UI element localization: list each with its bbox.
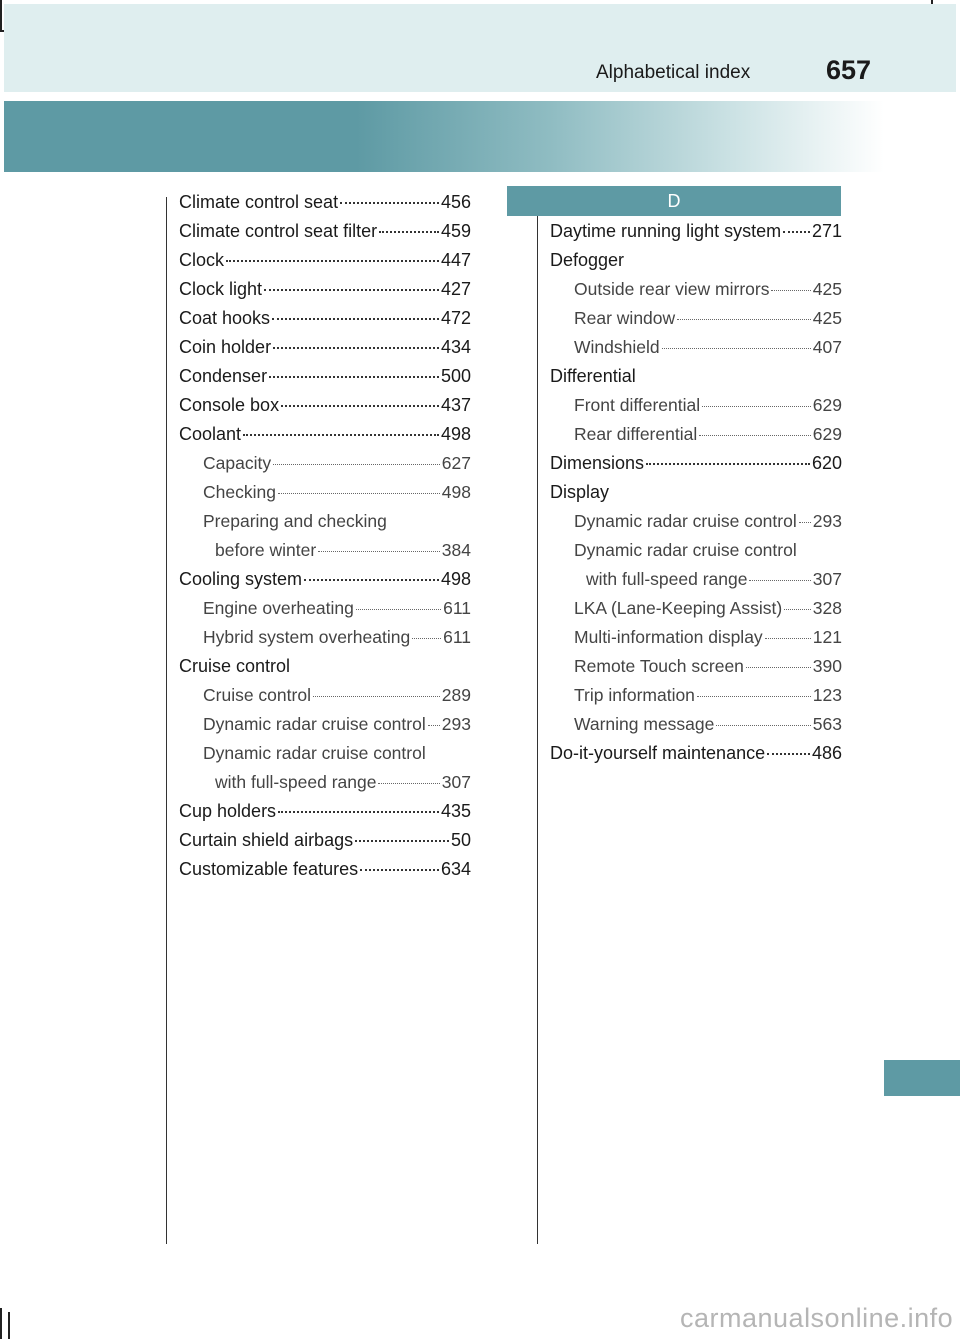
index-entry-page: 121: [812, 627, 842, 647]
index-entry[interactable]: [550, 536, 842, 565]
index-entry-label: Clock light: [179, 279, 263, 299]
dot-leader: [272, 318, 439, 320]
index-entry-label: Trip information: [574, 685, 695, 705]
index-entry-label: Multi-information display: [574, 627, 763, 647]
index-entry-page: 390: [812, 656, 842, 676]
index-entry-page: 620: [811, 453, 842, 473]
index-entry[interactable]: [550, 217, 842, 246]
index-entry-label: Cruise control: [179, 656, 291, 676]
index-entry[interactable]: [550, 739, 842, 768]
index-entry-page: 293: [812, 511, 842, 531]
dot-leader: [428, 725, 440, 726]
index-entry[interactable]: [179, 536, 471, 565]
index-entry[interactable]: [550, 623, 842, 652]
dot-leader: [340, 202, 439, 204]
index-entry-page: 123: [812, 685, 842, 705]
index-entry[interactable]: [550, 449, 842, 478]
watermark: carmanualsonline.info: [680, 1303, 954, 1333]
dot-leader: [318, 551, 440, 552]
dot-leader: [360, 869, 439, 871]
index-entry-label: Warning message: [574, 714, 715, 734]
dot-leader: [304, 579, 439, 581]
index-entry-page: 328: [812, 598, 842, 618]
index-entry-label: Daytime running light system: [550, 221, 782, 241]
index-entry-page: 634: [440, 859, 471, 879]
index-entry[interactable]: [179, 188, 471, 217]
index-entry[interactable]: [550, 507, 842, 536]
index-column-right: [550, 217, 842, 768]
index-entry-page: 456: [440, 192, 471, 212]
dot-leader: [702, 406, 811, 407]
crop-mark-bottom-left-v: [0, 1308, 2, 1339]
index-entry-label: Rear differential: [574, 424, 698, 444]
dot-leader: [356, 609, 441, 610]
dot-leader: [767, 753, 810, 755]
index-column-left: [179, 188, 471, 884]
index-entry[interactable]: [179, 594, 471, 623]
dot-leader: [281, 405, 439, 407]
dot-leader: [355, 840, 449, 842]
index-entry[interactable]: [550, 478, 842, 507]
index-entry-label: Dynamic radar cruise control: [574, 511, 797, 531]
index-entry-label: Display: [550, 482, 610, 502]
dot-leader: [662, 348, 811, 349]
section-letter-bar: D: [507, 186, 841, 216]
index-entry-page: 307: [441, 772, 471, 792]
header-band: [4, 4, 956, 92]
index-entry-page: 611: [443, 627, 471, 647]
dot-leader: [749, 580, 810, 581]
index-entry-page: 563: [812, 714, 842, 734]
dot-leader: [278, 493, 440, 494]
dot-leader: [646, 463, 810, 465]
index-entry[interactable]: [550, 333, 842, 362]
index-entry-label: Cooling system: [179, 569, 303, 589]
dot-leader: [278, 811, 439, 813]
index-entry-label: Defogger: [550, 250, 625, 270]
index-entry-page: 384: [441, 540, 471, 560]
index-entry[interactable]: [550, 565, 842, 594]
index-entry[interactable]: [179, 710, 471, 739]
index-entry-page: 629: [812, 395, 842, 415]
index-entry-label: Dynamic radar cruise control: [203, 714, 426, 734]
dot-leader: [313, 696, 440, 697]
index-entry-label: Climate control seat: [179, 192, 339, 212]
dot-leader: [269, 376, 439, 378]
index-entry-label: Condenser: [179, 366, 268, 386]
index-entry[interactable]: [550, 362, 842, 391]
index-entry-label: Customizable features: [179, 859, 359, 879]
column-rule-middle: [537, 216, 538, 1244]
index-entry-label: Do-it-yourself maintenance: [550, 743, 766, 763]
index-entry[interactable]: [550, 710, 842, 739]
index-entry-page: 435: [440, 801, 471, 821]
dot-leader: [784, 609, 811, 610]
index-entry-page: 293: [441, 714, 471, 734]
column-rule-left: [166, 197, 167, 1244]
dot-leader: [746, 667, 811, 668]
index-entry-page: 611: [443, 598, 471, 618]
index-entry-page: 407: [812, 337, 842, 357]
index-entry-label: Dynamic radar cruise control: [574, 540, 797, 560]
index-entry-label: Climate control seat filter: [179, 221, 378, 241]
index-entry-label: Coolant: [179, 424, 242, 444]
index-entry[interactable]: [179, 623, 471, 652]
dot-leader: [412, 638, 441, 639]
index-entry[interactable]: [179, 855, 471, 884]
dot-leader: [379, 231, 439, 233]
index-entry-label: Cup holders: [179, 801, 277, 821]
index-entry-page: 459: [440, 221, 471, 241]
index-entry-page: 425: [812, 279, 842, 299]
index-entry-page: 629: [812, 424, 842, 444]
chapter-side-tab[interactable]: [884, 1060, 960, 1096]
dot-leader: [243, 434, 439, 436]
index-entry-label: Console box: [179, 395, 280, 415]
index-entry-page: 498: [440, 569, 471, 589]
index-entry[interactable]: [179, 478, 471, 507]
index-entry[interactable]: [179, 768, 471, 797]
index-entry-page: 427: [440, 279, 471, 299]
index-entry-label: Engine overheating: [203, 598, 354, 618]
index-entry[interactable]: [179, 826, 471, 855]
index-entry[interactable]: [550, 652, 842, 681]
index-entry-label: Clock: [179, 250, 225, 270]
index-entry[interactable]: [179, 217, 471, 246]
index-entry[interactable]: [179, 362, 471, 391]
index-entry-page: 50: [450, 830, 471, 850]
index-entry-label: Coat hooks: [179, 308, 271, 328]
index-entry-label: Coin holder: [179, 337, 272, 357]
index-entry-label: LKA (Lane-Keeping Assist): [574, 598, 783, 618]
index-entry-label: Differential: [550, 366, 636, 386]
page-number: 657: [826, 55, 872, 85]
dot-leader: [677, 319, 811, 320]
index-entry-label: Front differential: [574, 395, 701, 415]
index-entry-page: 437: [440, 395, 471, 415]
index-entry-label: Capacity: [203, 453, 272, 473]
index-entry-page: 498: [441, 482, 471, 502]
index-entry-label: Curtain shield airbags: [179, 830, 354, 850]
index-entry-label: Hybrid system overheating: [203, 627, 411, 647]
index-entry[interactable]: [550, 304, 842, 333]
index-entry-page: 500: [440, 366, 471, 386]
dot-leader: [783, 231, 810, 233]
index-entry[interactable]: [179, 797, 471, 826]
index-entry[interactable]: [550, 275, 842, 304]
index-entry[interactable]: [179, 246, 471, 275]
index-entry-page: 498: [440, 424, 471, 444]
dot-leader: [226, 260, 439, 262]
dot-leader: [771, 290, 810, 291]
index-entry-page: 486: [811, 743, 842, 763]
index-entry-label: Rear window: [574, 308, 676, 328]
crop-mark-bottom-left-h: [8, 1312, 10, 1339]
index-entry[interactable]: [179, 652, 471, 681]
index-entry[interactable]: [179, 565, 471, 594]
index-entry-label: before winter: [215, 540, 317, 560]
dot-leader: [264, 289, 439, 291]
index-entry[interactable]: [179, 333, 471, 362]
dot-leader: [378, 783, 439, 784]
dot-leader: [799, 522, 811, 523]
index-entry[interactable]: [179, 739, 471, 768]
dot-leader: [716, 725, 810, 726]
index-entry-label: Remote Touch screen: [574, 656, 744, 676]
index-entry[interactable]: [179, 275, 471, 304]
header-gradient-bar: [4, 101, 884, 172]
index-entry-page: 472: [440, 308, 471, 328]
index-entry[interactable]: [179, 449, 471, 478]
index-entry[interactable]: [550, 681, 842, 710]
dot-leader: [273, 464, 440, 465]
index-entry-label: with full-speed range: [586, 569, 748, 589]
index-entry-page: 447: [440, 250, 471, 270]
index-entry[interactable]: [179, 681, 471, 710]
index-entry-page: 271: [811, 221, 842, 241]
index-entry-label: Preparing and checking: [203, 511, 387, 531]
index-entry-label: Dimensions: [550, 453, 645, 473]
index-entry-page: 307: [812, 569, 842, 589]
index-entry-page: 289: [441, 685, 471, 705]
index-entry-label: Windshield: [574, 337, 660, 357]
index-entry-label: with full-speed range: [215, 772, 377, 792]
index-entry[interactable]: [550, 594, 842, 623]
index-entry[interactable]: [550, 391, 842, 420]
index-entry[interactable]: [550, 420, 842, 449]
index-entry-page: 434: [440, 337, 471, 357]
index-entry-label: Dynamic radar cruise control: [203, 743, 426, 763]
index-entry[interactable]: [179, 391, 471, 420]
dot-leader: [697, 696, 811, 697]
index-entry-label: Cruise control: [203, 685, 311, 705]
dot-leader: [765, 638, 811, 639]
index-entry[interactable]: [550, 246, 842, 275]
index-entry-page: 627: [441, 453, 471, 473]
page-title: Alphabetical index: [596, 62, 751, 83]
index-entry-page: 425: [812, 308, 842, 328]
dot-leader: [273, 347, 439, 349]
index-entry[interactable]: [179, 304, 471, 333]
index-entry[interactable]: [179, 507, 471, 536]
index-entry-label: Outside rear view mirrors: [574, 279, 770, 299]
crop-mark-top-left-v: [0, 0, 2, 32]
index-entry-label: Checking: [203, 482, 276, 502]
index-entry[interactable]: [179, 420, 471, 449]
dot-leader: [699, 435, 811, 436]
